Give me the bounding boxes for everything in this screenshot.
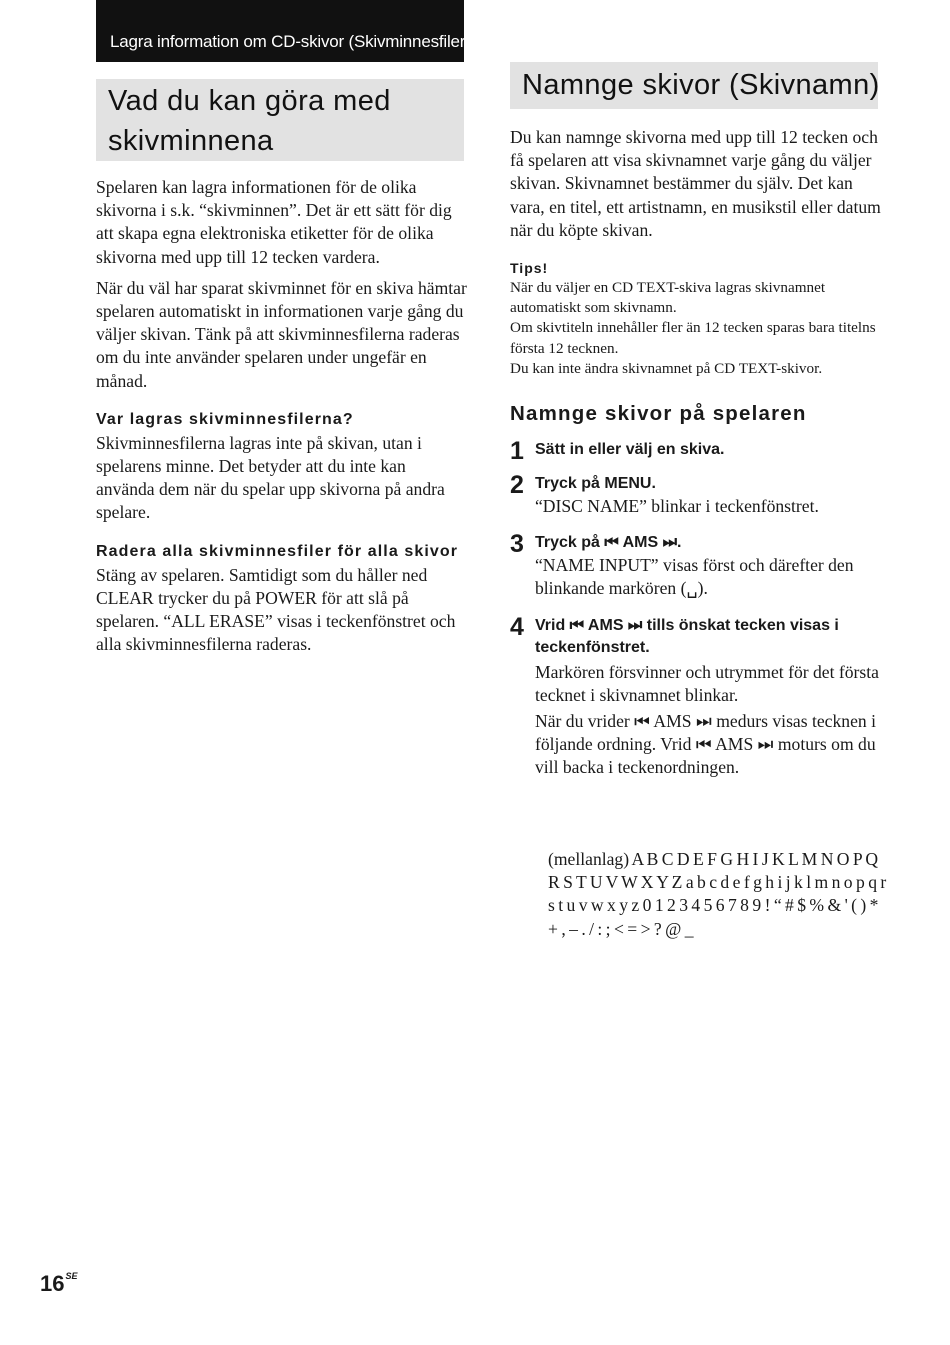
subsection-heading-1: Var lagras skivminnesfilerna?: [96, 410, 354, 428]
step-title: Tryck på MENU.: [535, 475, 656, 493]
section-header: Lagra information om CD-skivor (Skivminnesfiler): [96, 0, 464, 62]
page-number-value: 16: [40, 1271, 65, 1296]
step-number: 3: [510, 530, 524, 559]
character-set: (mellanlag) A B C D E F G H I J K L M N O P Q R S T U V W X Y Z a b c d e f g h i j k l m n o p q r s t u v w x y z 0 1 2 3 4 5 6 7 8 9 ! “ # $ % & ' ( ) * + , – . / : ; < = > ? @ _: [548, 849, 887, 939]
left-title: Vad du kan göra med skivminnena: [96, 79, 464, 161]
step-description: “NAME INPUT” visas först och därefter den blinkande markören (␣).: [535, 555, 854, 599]
right-column: [510, 126, 882, 780]
subsection-heading-2: Radera alla skivminnesfiler för alla skivor: [96, 542, 459, 560]
step-2: [510, 473, 882, 518]
left-paragraph-1: Spelaren kan lagra informationen för de olika skivorna i s.k. “skivminnen”. Det är ett sätt för dig att skapa egna elektroniska etiketter för de olika skivorna med upp till 12 tecken vardera.: [96, 177, 452, 267]
subsection-text-1: Skivminnesfilerna lagras inte på skivan, utan i spelarens minne. Det betyder att du inte kan använda dem när du spelar upp skivorna på andra spelare.: [96, 432, 445, 523]
right-title: Namnge skivor (Skivnamn): [510, 62, 878, 109]
step-title: Sätt in eller välj en skiva.: [535, 441, 725, 459]
step-number: 4: [510, 612, 524, 641]
step-description: Markören försvinner och utrymmet för det första tecknet i skivnamnet blinkar.: [535, 661, 879, 705]
language-code: SE: [65, 1271, 78, 1281]
step-number: 1: [510, 437, 524, 466]
step-1: [510, 437, 882, 466]
page-number: [40, 1271, 78, 1297]
left-column: [96, 176, 468, 656]
step-description: “DISC NAME” blinkar i teckenfönstret.: [535, 496, 819, 517]
step-description: När du vrider ⏮ AMS ⏭ medurs visas tecknen i följande ordning. Vrid ⏮ AMS ⏭ moturs om du vill backa i teckenordningen.: [535, 711, 876, 778]
step-4: [510, 612, 882, 780]
tip-1: När du väljer en CD TEXT-skiva lagras skivnamnet automatiskt som skivnamn.: [510, 279, 826, 317]
left-paragraph-2: När du väl har sparat skivminnet för en skiva hämtar spelaren automatiskt in informationen varje gång du väljer skivan. Tänk på att skivminnesfilerna raderas om du inte använder spelaren under ungefär en månad.: [96, 277, 467, 391]
tip-3: Du kan inte ändra skivnamnet på CD TEXT-skivor.: [510, 359, 823, 377]
section-heading: Namnge skivor på spelaren: [510, 402, 807, 426]
step-3: [510, 532, 882, 600]
subsection-text-2: Stäng av spelaren. Samtidigt som du håller ned CLEAR trycker du på POWER för att slå på spelaren. “ALL ERASE” visas i teckenfönstret och alla skivminnesfilerna raderas.: [96, 564, 456, 655]
step-title: Tryck på ⏮ AMS ⏭.: [535, 534, 682, 552]
step-number: 2: [510, 471, 524, 500]
tip-2: Om skivtiteln innehåller fler än 12 tecken sparas bara titelns första 12 tecknen.: [510, 319, 876, 357]
step-title: Vrid ⏮ AMS ⏭ tills önskat tecken visas i teckenfönstret.: [535, 616, 839, 656]
right-intro: Du kan namnge skivorna med upp till 12 tecken och få spelaren att visa skivnamnet varje gång du väljer skivan. Skivnamnet bestämmer du själv. Det kan vara, en titel, ett artistnamn, en musikstil eller datum när du köpte skivan.: [510, 127, 881, 240]
tips-label: Tips!: [510, 260, 549, 277]
